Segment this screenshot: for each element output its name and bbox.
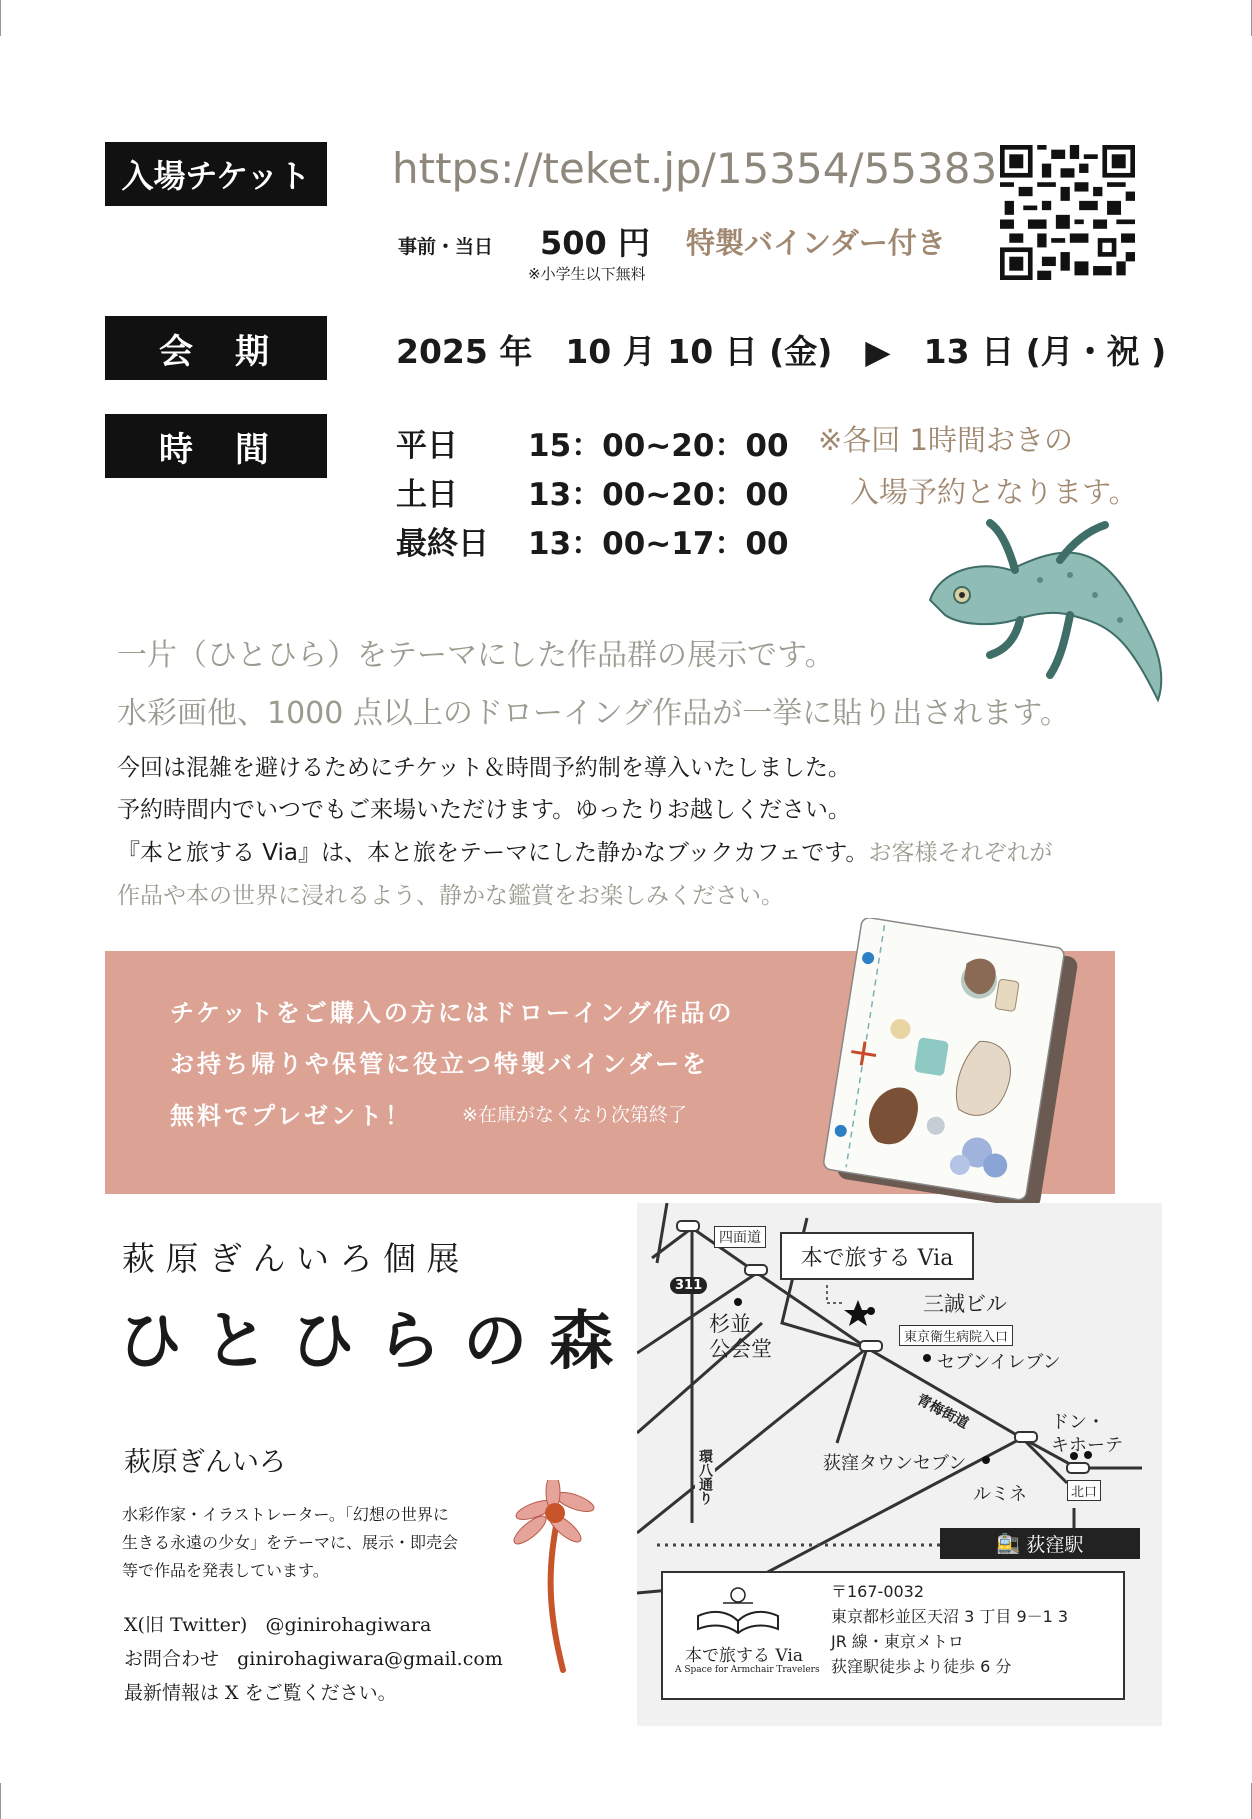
description-line-5a: 『本と旅する Via』は、本と旅をテーマにした静かなブックカフェです。	[117, 840, 869, 866]
map-seven-label: セブンイレブン	[937, 1352, 1061, 1373]
artist-x	[124, 1610, 431, 1637]
artist-contact	[124, 1644, 503, 1671]
binder-illustration	[815, 918, 1095, 1218]
map-oume-label: 青梅街道	[914, 1391, 972, 1433]
time-note-2: 入場予約となります。	[850, 475, 1138, 509]
artist-x-handle[interactable]: @ginirohagiwara	[265, 1614, 432, 1636]
promo-line-2: お持ち帰りや保管に役立つ特製バインダーを	[170, 1050, 710, 1078]
artist-x-label: X(旧 Twitter)	[124, 1614, 248, 1636]
ticket-price: 500 円	[540, 224, 650, 262]
ticket-note: ※小学生以下無料	[528, 265, 646, 283]
flower-illustration	[495, 1480, 605, 1680]
time-hours-weekday: 15：00~20：00	[528, 428, 789, 464]
time-day-last: 最終日	[396, 526, 489, 562]
map-lumine-label: ルミネ	[973, 1484, 1027, 1505]
artist-bio-2: 生きる永遠の少女」をテーマに、展示・即売会	[122, 1533, 459, 1552]
map-donki-label-1: ドン・	[1051, 1412, 1105, 1433]
map-station-name: 荻窪駅	[1026, 1534, 1084, 1556]
contact-email[interactable]: ginirohagiwara@gmail.com	[237, 1648, 503, 1670]
contact-label: お問合わせ	[124, 1648, 220, 1670]
time-hours-last: 13：00~17：00	[528, 526, 789, 562]
shop-walk: 荻窪駅徒歩より徒歩 6 分	[831, 1657, 1012, 1676]
map-hospital-label: 東京衛生病院入口	[899, 1325, 1013, 1346]
time-note-1: ※各回 1時間おきの	[818, 423, 1073, 457]
exhibition-title: ひ と ひ ら の 森	[118, 1304, 614, 1379]
shop-postal: 〒167-0032	[831, 1582, 925, 1601]
salamander-illustration	[920, 515, 1170, 715]
shop-info-box	[661, 1571, 1125, 1700]
description-line-3: 今回は混雑を避けるためにチケット＆時間予約制を導入いたしました。	[117, 755, 851, 781]
latest-info: 最新情報は X をご覧ください。	[124, 1682, 397, 1704]
time-label: 時 間	[105, 414, 327, 478]
promo-line-3: 無料でプレゼント！	[170, 1102, 413, 1130]
crop-mark	[0, 0, 1, 36]
time-day-weekday: 平日	[396, 428, 458, 464]
description-line-2: 水彩画他、1000 点以上のドローイング作品が一挙に貼り出されます。	[117, 696, 1070, 731]
map-station-label	[940, 1528, 1140, 1559]
map-yonmen-label: 四面道	[714, 1226, 766, 1248]
exhibition-subtitle: 萩 原 ぎ ん い ろ 個 展	[122, 1239, 460, 1278]
description-line-4: 予約時間内でいつでもご来場いただけます。ゆったりお越しください。	[117, 797, 851, 823]
binder-label: 特製バインダー付き	[686, 226, 946, 260]
map-suginami-label-1: 杉並	[709, 1312, 751, 1336]
crop-mark	[0, 1783, 1, 1819]
shop-name: 本で旅する Via	[685, 1646, 803, 1666]
artist-bio-1: 水彩作家・イラストレーター。「幻想の世界に	[122, 1505, 449, 1524]
map-suginami-label-2: 公会堂	[709, 1337, 772, 1361]
map-north-exit-label: 北口	[1067, 1480, 1101, 1501]
qr-code-icon[interactable]	[1000, 145, 1135, 280]
map-donki-label-2: キホーテ	[1051, 1435, 1123, 1456]
ticket-url[interactable]: https://teket.jp/15354/55383	[392, 144, 998, 193]
shop-tagline: A Space for Armchair Travelers	[675, 1665, 820, 1675]
description-line-6: 作品や本の世界に浸れるよう、静かな鑑賞をお楽しみください。	[117, 883, 784, 909]
description-line-1: 一片（ひとひら）をテーマにした作品群の展示です。	[117, 638, 835, 673]
period-label: 会 期	[105, 316, 327, 380]
period-dates: 2025 年 10 月 10 日 (金) ▶ 13 日 (月・祝 )	[396, 332, 1167, 371]
artist-bio-3: 等で作品を発表しています。	[122, 1561, 329, 1580]
train-icon: 🚉	[996, 1533, 1021, 1555]
time-day-weekend: 土日	[396, 477, 458, 513]
time-hours-weekend: 13：00~20：00	[528, 477, 789, 513]
map-sansei-label: 三誠ビル	[923, 1292, 1007, 1316]
shop-lines: JR 線・東京メトロ	[831, 1632, 964, 1651]
advance-label: 事前・当日	[398, 236, 494, 258]
artist-name: 萩原ぎんいろ	[124, 1447, 286, 1478]
promo-line-1: チケットをご購入の方にはドローイング作品の	[170, 999, 735, 1027]
shop-address: 東京都杉並区天沼 3 丁目 9－1 3	[831, 1607, 1069, 1626]
map-venue-label[interactable]: 本で旅する Via	[780, 1232, 974, 1280]
description-line-5b: お客様それぞれが	[868, 840, 1053, 866]
shop-logo-icon	[693, 1581, 783, 1636]
access-map	[637, 1203, 1162, 1726]
promo-note: ※在庫がなくなり次第終了	[462, 1104, 687, 1126]
description-line-5	[117, 834, 1052, 867]
ticket-label: 入場チケット	[105, 142, 327, 206]
map-kanpachi-label: 環八通り	[697, 1449, 713, 1505]
route-311-badge: 311	[670, 1277, 707, 1294]
map-townseven-label: 荻窪タウンセブン	[823, 1453, 967, 1474]
